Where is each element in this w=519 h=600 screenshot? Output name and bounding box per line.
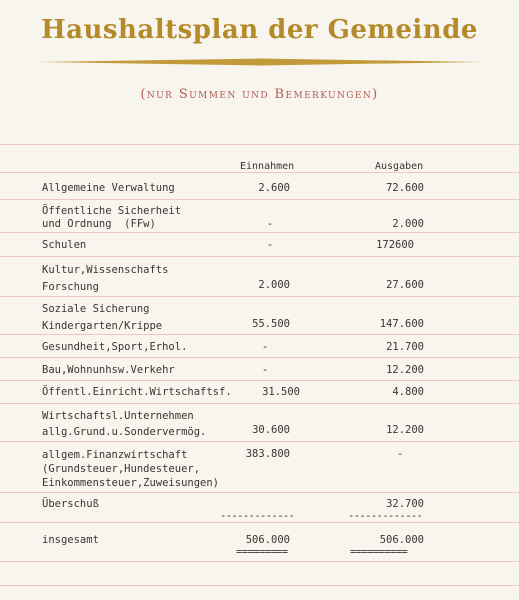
row-label: Kultur,Wissenschafts Forschung	[42, 264, 169, 293]
row-income: 2.000	[258, 279, 290, 291]
row-income: 383.800	[245, 448, 290, 460]
row-income: 55.500	[252, 318, 290, 330]
row-income: -	[261, 341, 269, 353]
row-income: -	[266, 239, 274, 251]
ornamental-divider	[40, 57, 480, 67]
ruled-line	[0, 296, 519, 297]
row-expense: 21.700	[386, 341, 424, 353]
row-expense: 4.800	[392, 386, 424, 398]
document-title: Haushaltsplan der Gemeinde	[41, 15, 478, 45]
row-label: Überschuß	[42, 498, 99, 510]
row-expense: 12.200	[386, 424, 424, 436]
row-expense: 2.000	[392, 218, 424, 230]
row-label: Wirtschaftsl.Unternehmen allg.Grund.u.Sondervermög.	[42, 410, 207, 438]
subtotal-line-income: -------------	[220, 510, 295, 522]
document-subtitle: (nur Summen und Bemerkungen)	[140, 87, 379, 102]
row-label: Soziale Sicherung Kindergarten/Krippe	[42, 303, 163, 332]
row-label: Öffentl.Einricht.Wirtschaftsf.	[42, 386, 232, 398]
subtotal-line-expense: -------------	[348, 510, 423, 522]
row-income: 31.500	[262, 386, 300, 398]
row-expense: 172600	[376, 239, 414, 251]
row-label: Gesundheit,Sport,Erhol.	[42, 341, 188, 353]
ruled-line	[0, 144, 519, 145]
row-income: 2.600	[258, 182, 290, 194]
row-expense: -	[396, 448, 404, 460]
row-label: Allgemeine Verwaltung	[42, 182, 175, 194]
ruled-line	[0, 232, 519, 233]
total-income: 506.000	[245, 534, 290, 546]
row-label: allgem.Finanzwirtschaft (Grundsteuer,Hundesteuer, Einkommensteuer,Zuweisungen)	[42, 449, 220, 489]
row-label: Schulen	[42, 239, 87, 251]
row-income: -	[261, 364, 269, 376]
ruled-line	[0, 585, 519, 586]
total-expense: 506.000	[379, 534, 424, 546]
double-line-expense: ==========	[350, 546, 408, 558]
ruled-line	[0, 380, 519, 381]
ruled-line	[0, 256, 519, 257]
ruled-line	[0, 561, 519, 562]
row-label: Bau,Wohnunhsw.Verkehr	[42, 364, 175, 376]
ruled-line	[0, 357, 519, 358]
row-label: Öffentliche Sicherheit und Ordnung (FFw)	[42, 205, 182, 230]
row-expense: 12.200	[386, 364, 424, 376]
total-label: insgesamt	[42, 534, 99, 546]
row-expense: 27.600	[386, 279, 424, 291]
row-expense: 147.600	[379, 318, 424, 330]
double-line-income: =========	[236, 546, 288, 558]
row-income: -	[266, 218, 274, 230]
row-income: 30.600	[252, 424, 290, 436]
column-header-income: Einnahmen	[240, 161, 295, 172]
column-header-expense: Ausgaben	[375, 161, 424, 172]
ruled-line	[0, 199, 519, 200]
ruled-line	[0, 492, 519, 493]
ruled-line	[0, 441, 519, 442]
row-expense: 32.700	[386, 498, 424, 510]
ruled-line	[0, 403, 519, 404]
row-expense: 72.600	[386, 182, 424, 194]
